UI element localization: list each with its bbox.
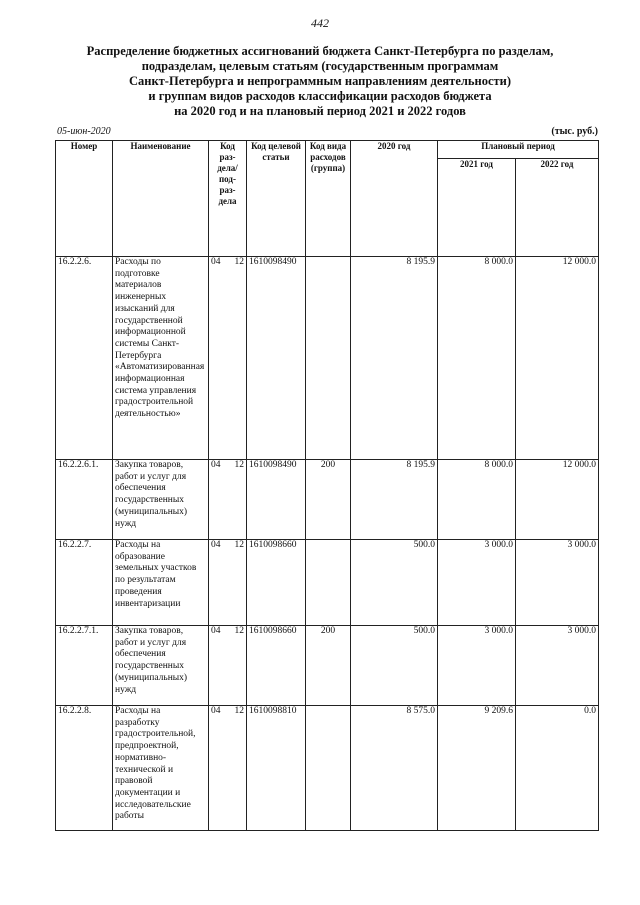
section-code xyxy=(211,706,244,716)
value-2020: 500.0 xyxy=(351,540,438,626)
table-row xyxy=(56,540,599,626)
target-code: 1610098660 xyxy=(247,540,306,626)
value-2022: 0.0 xyxy=(516,706,599,831)
subsection: 12 xyxy=(234,540,244,550)
value-2020: 500.0 xyxy=(351,626,438,706)
row-number: 16.2.2.6. xyxy=(56,257,113,460)
table-header xyxy=(56,141,599,257)
value-2021: 8 000.0 xyxy=(438,257,516,460)
header-expense-type-code: Код вида расходов (группа) xyxy=(306,141,351,257)
header-section-code: Код раз-дела/ под-раз-дела xyxy=(209,141,247,257)
header-number: Номер xyxy=(56,141,113,257)
value-2022: 3 000.0 xyxy=(516,540,599,626)
row-name: Расходы на образование земельных участков по результатам проведения инвентаризации xyxy=(113,540,209,626)
table-row xyxy=(56,706,599,831)
header-2021: 2021 год xyxy=(438,159,516,257)
target-code: 1610098490 xyxy=(247,460,306,540)
header-target-code: Код целевой статьи xyxy=(247,141,306,257)
title-line: Санкт-Петербурга и непрограммным направлениям деятельности) xyxy=(128,74,511,88)
expense-type-code xyxy=(306,540,351,626)
row-name: Закупка товаров, работ и услуг для обеспечения государственных (муниципальных) нужд xyxy=(113,626,209,706)
section: 04 xyxy=(211,626,221,636)
units-label: (тыс. руб.) xyxy=(551,126,598,137)
row-name: Расходы на разработку градостроительной, предпроектной, нормативно-технической и правовой документации и исследовательские работы xyxy=(113,706,209,831)
row-number: 16.2.2.8. xyxy=(56,706,113,831)
header-name: Наименование xyxy=(113,141,209,257)
page-number: 442 xyxy=(311,16,329,30)
table-row xyxy=(56,460,599,540)
title-line: на 2020 год и на плановый период 2021 и 2022 годов xyxy=(174,104,466,118)
section: 04 xyxy=(211,706,221,716)
section: 04 xyxy=(211,257,221,267)
value-2022: 3 000.0 xyxy=(516,626,599,706)
row-name: Расходы по подготовке материалов инженерных изысканий для государственной информационной системы Санкт-Петербурга «Автоматизированная информационная система управления градостроительной деятельностью» xyxy=(113,257,209,460)
row-name: Закупка товаров, работ и услуг для обеспечения государственных (муниципальных) нужд xyxy=(113,460,209,540)
subsection: 12 xyxy=(234,257,244,267)
header-planned-period: Плановый период xyxy=(438,141,599,159)
subsection: 12 xyxy=(234,460,244,470)
row-number: 16.2.2.7.1. xyxy=(56,626,113,706)
value-2021: 9 209.6 xyxy=(438,706,516,831)
value-2021: 3 000.0 xyxy=(438,626,516,706)
title-line: Распределение бюджетных ассигнований бюджета Санкт-Петербурга по разделам, xyxy=(86,44,554,58)
target-code: 1610098660 xyxy=(247,626,306,706)
title-line: и группам видов расходов классификации расходов бюджета xyxy=(148,89,492,103)
subsection: 12 xyxy=(234,626,244,636)
expense-type-code xyxy=(306,257,351,460)
section-code xyxy=(211,257,244,267)
section: 04 xyxy=(211,460,221,470)
table-row xyxy=(56,626,599,706)
header-2020: 2020 год xyxy=(351,141,438,257)
header-2022: 2022 год xyxy=(516,159,599,257)
row-number: 16.2.2.7. xyxy=(56,540,113,626)
row-number: 16.2.2.6.1. xyxy=(56,460,113,540)
value-2021: 8 000.0 xyxy=(438,460,516,540)
target-code: 1610098490 xyxy=(247,257,306,460)
expense-type-code: 200 xyxy=(306,626,351,706)
value-2022: 12 000.0 xyxy=(516,460,599,540)
subsection: 12 xyxy=(234,706,244,716)
section-code xyxy=(211,460,244,470)
document-title xyxy=(40,44,600,119)
section-code xyxy=(211,626,244,636)
section: 04 xyxy=(211,540,221,550)
document-date: 05-июн-2020 xyxy=(57,126,111,137)
target-code: 1610098810 xyxy=(247,706,306,831)
section-code xyxy=(211,540,244,550)
title-line: подразделам, целевым статьям (государственным программам xyxy=(141,59,499,73)
expense-type-code: 200 xyxy=(306,460,351,540)
budget-table xyxy=(55,140,599,831)
value-2021: 3 000.0 xyxy=(438,540,516,626)
value-2020: 8 195.9 xyxy=(351,460,438,540)
value-2022: 12 000.0 xyxy=(516,257,599,460)
value-2020: 8 575.0 xyxy=(351,706,438,831)
table-row xyxy=(56,257,599,460)
expense-type-code xyxy=(306,706,351,831)
value-2020: 8 195.9 xyxy=(351,257,438,460)
